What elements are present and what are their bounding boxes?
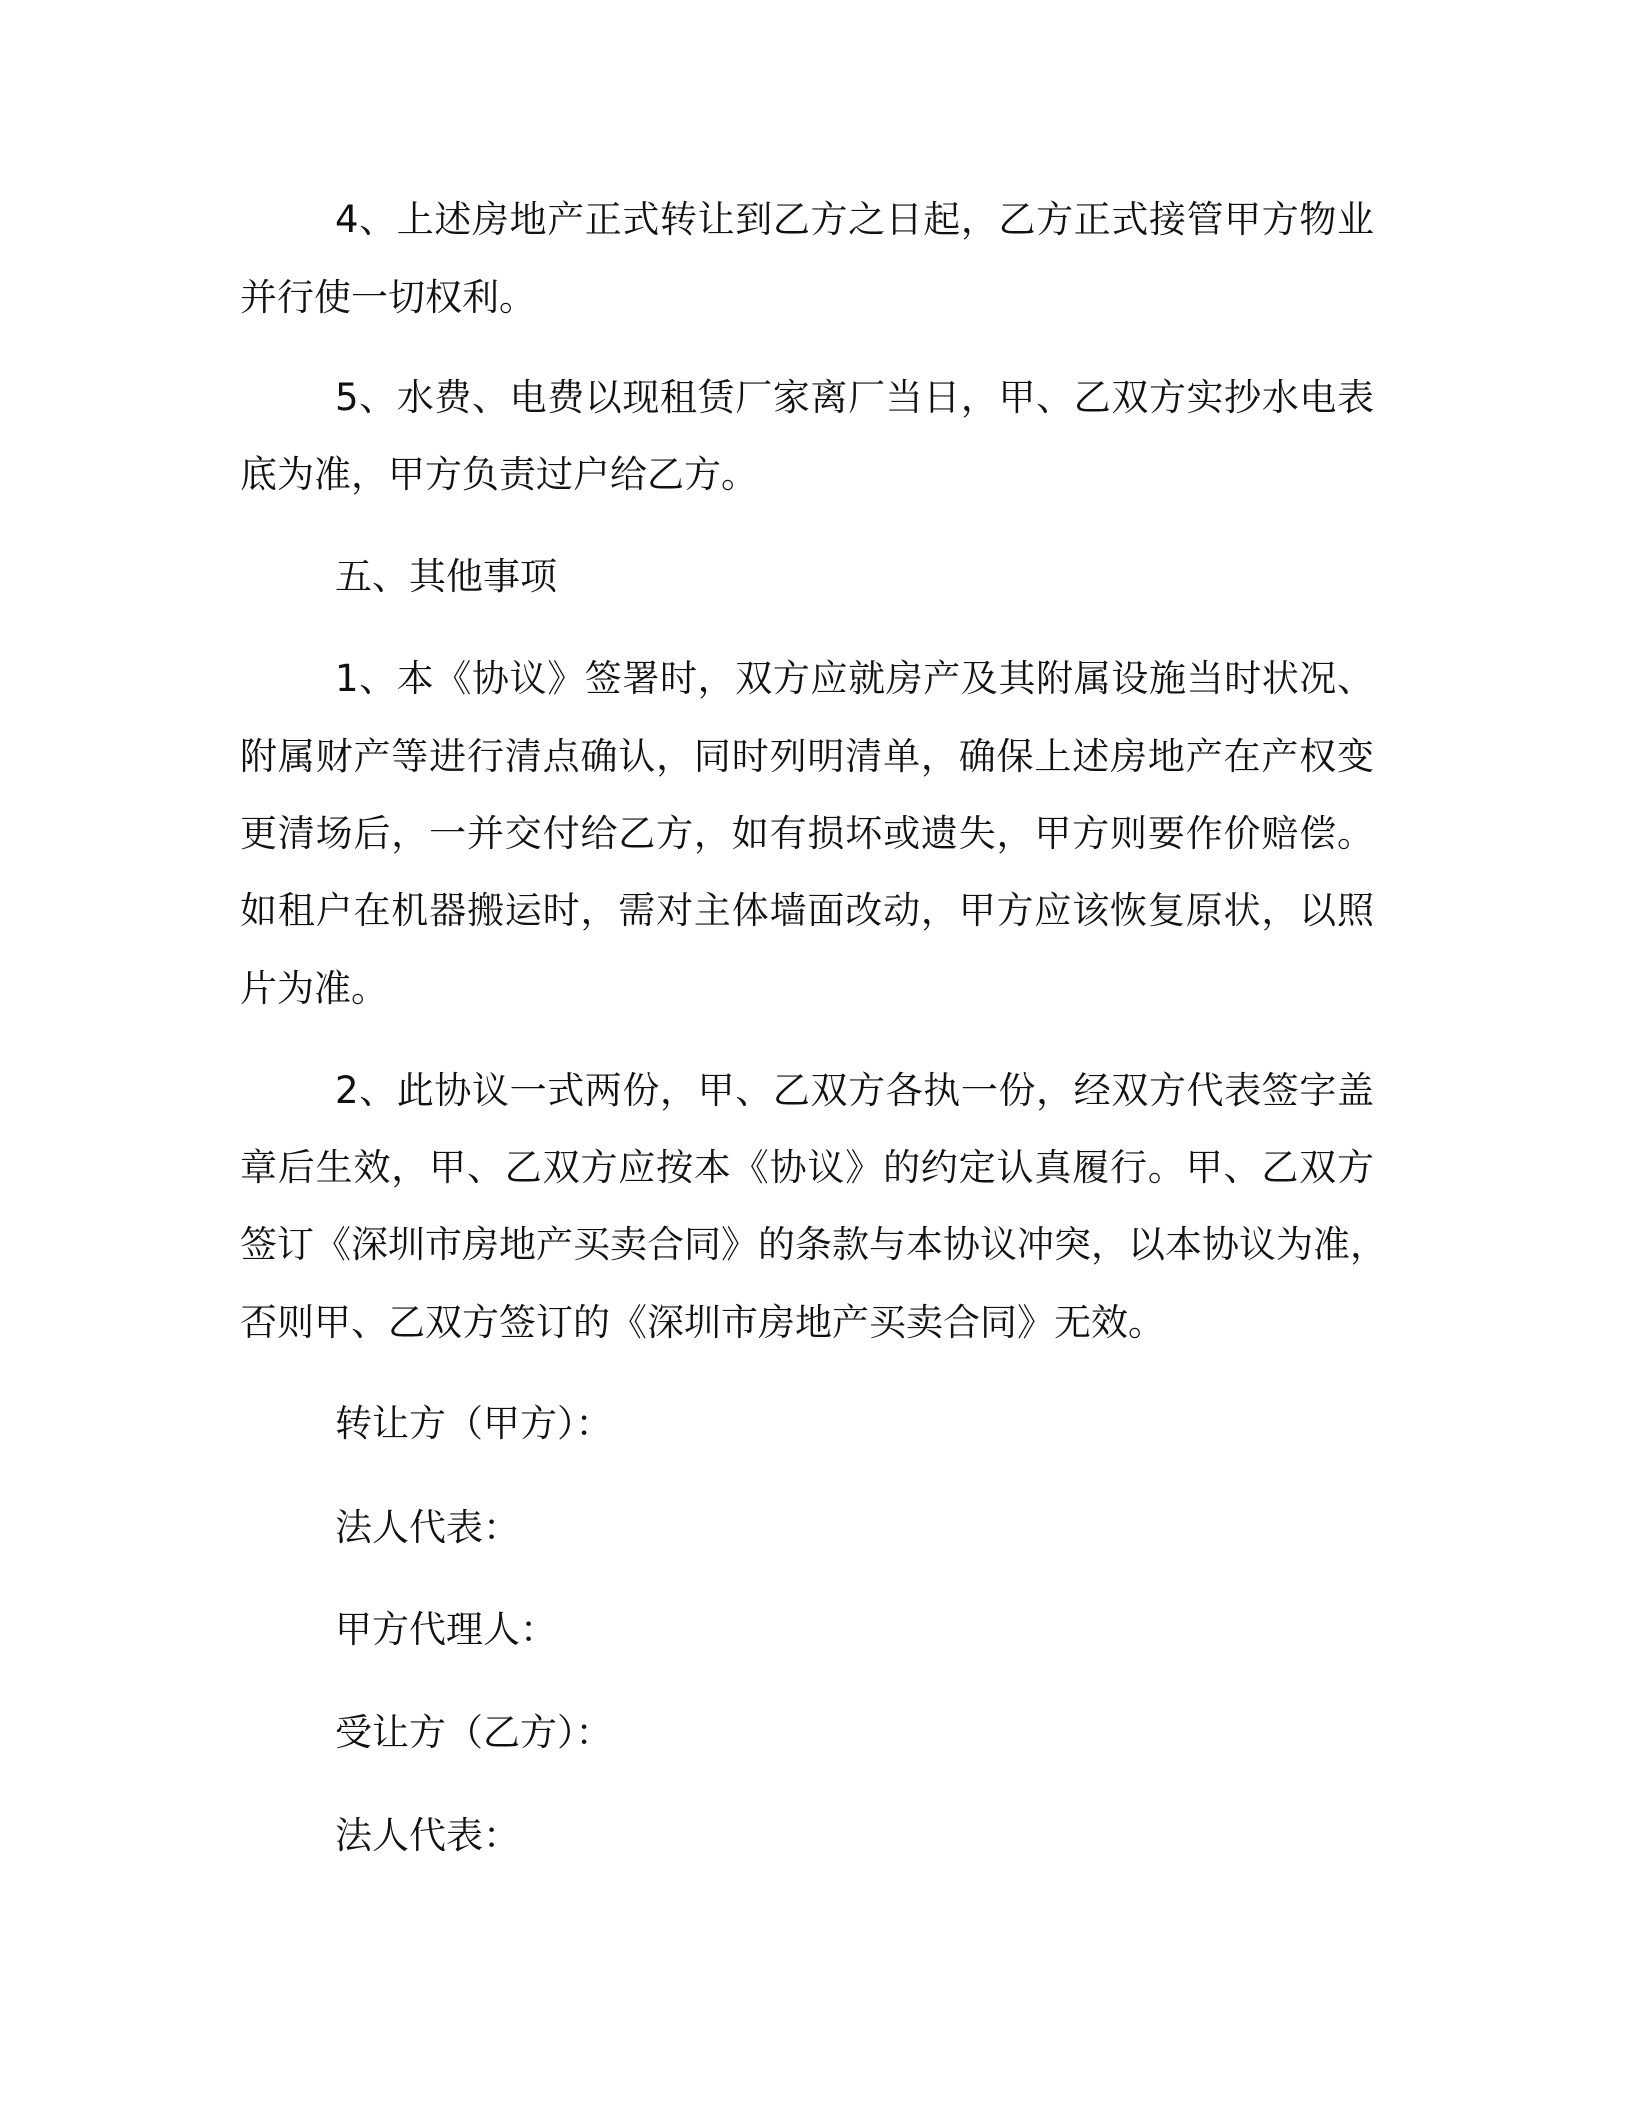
signature-transferee: 受让方（乙方）： [335, 1711, 613, 1754]
clause1-line-4: 如租户在机器搬运时，需对主体墙面改动，甲方应该恢复原状，以照 [240, 889, 1374, 932]
signature-legal-rep-b: 法人代表： [335, 1814, 520, 1857]
section-title-other-matters: 五、其他事项 [335, 555, 557, 598]
clause1-line-3: 更清场后，一并交付给乙方，如有损坏或遗失，甲方则要作价赔偿。 [240, 812, 1374, 855]
signature-legal-rep-a: 法人代表： [335, 1506, 520, 1549]
signature-transferor: 转让方（甲方）： [335, 1402, 613, 1445]
item5-line-1: 5、水费、电费以现租赁厂家离厂当日，甲、乙双方实抄水电表 [335, 376, 1374, 419]
clause2-line-2: 章后生效，甲、乙双方应按本《协议》的约定认真履行。甲、乙双方 [240, 1146, 1374, 1189]
clause1-line-2: 附属财产等进行清点确认，同时列明清单，确保上述房地产在产权变 [240, 735, 1374, 778]
clause1-line-5: 片为准。 [240, 967, 388, 1010]
signature-agent-a: 甲方代理人： [335, 1608, 557, 1651]
clause2-line-4: 否则甲、乙双方签订的《深圳市房地产买卖合同》无效。 [240, 1301, 1165, 1344]
item4-line-2: 并行使一切权利。 [240, 276, 536, 319]
clause2-line-1: 2、此协议一式两份，甲、乙双方各执一份，经双方代表签字盖 [335, 1069, 1374, 1112]
clause1-line-1: 1、本《协议》签署时，双方应就房产及其附属设施当时状况、 [335, 657, 1374, 700]
clause2-line-3: 签订《深圳市房地产买卖合同》的条款与本协议冲突，以本协议为准， [240, 1223, 1387, 1266]
item5-line-2: 底为准，甲方负责过户给乙方。 [240, 453, 758, 496]
item4-line-1: 4、上述房地产正式转让到乙方之日起，乙方正式接管甲方物业 [335, 198, 1374, 241]
